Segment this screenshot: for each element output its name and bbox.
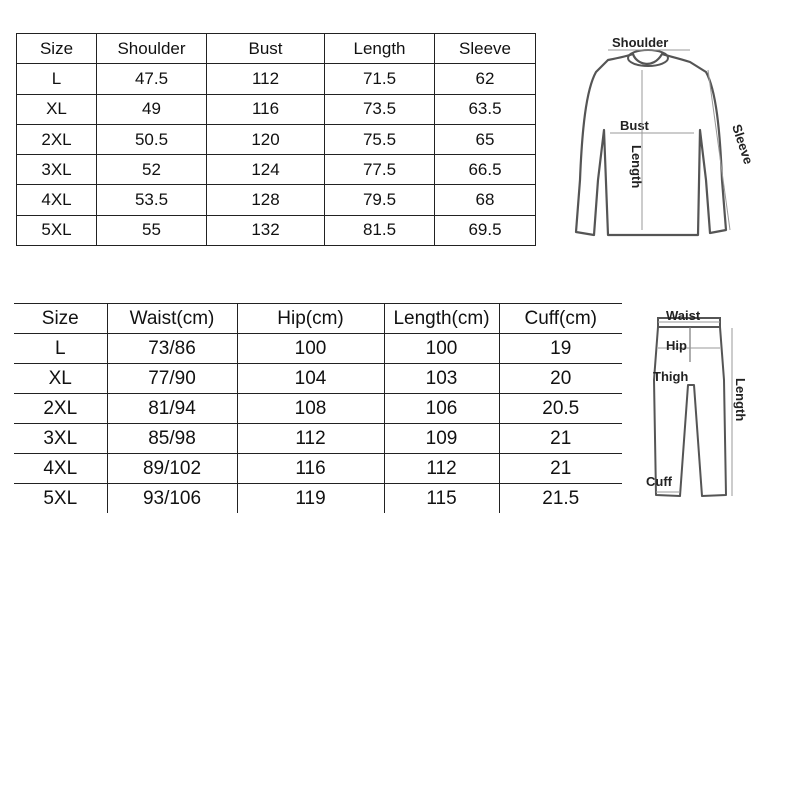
table-cell: 109 xyxy=(384,424,499,454)
cuff-label: Cuff xyxy=(646,474,672,489)
table-cell: 20.5 xyxy=(499,394,622,424)
table-cell: 49 xyxy=(97,94,207,124)
table-cell: 77.5 xyxy=(325,155,435,185)
table-cell: 68 xyxy=(435,185,536,215)
table-cell: 132 xyxy=(207,215,325,245)
table-cell: 116 xyxy=(207,94,325,124)
header-cell: Length xyxy=(325,34,435,64)
header-cell: Bust xyxy=(207,34,325,64)
table-row xyxy=(17,64,536,94)
table-header-row xyxy=(14,304,622,334)
thigh-label: Thigh xyxy=(653,369,689,384)
size-cell: 2XL xyxy=(17,124,97,154)
size-cell: 3XL xyxy=(17,155,97,185)
table-cell: 116 xyxy=(237,454,384,484)
table-cell: 50.5 xyxy=(97,124,207,154)
table-cell: 119 xyxy=(237,484,384,514)
table-cell: 120 xyxy=(207,124,325,154)
table-row xyxy=(17,155,536,185)
table-cell: 73/86 xyxy=(107,334,237,364)
size-cell: 4XL xyxy=(14,454,107,484)
table-cell: 63.5 xyxy=(435,94,536,124)
shirt-size-table xyxy=(16,33,536,246)
table-cell: 73.5 xyxy=(325,94,435,124)
table-row xyxy=(17,124,536,154)
table-cell: 128 xyxy=(207,185,325,215)
table-cell: 79.5 xyxy=(325,185,435,215)
header-cell: Size xyxy=(17,34,97,64)
table-cell: 103 xyxy=(384,364,499,394)
table-cell: 106 xyxy=(384,394,499,424)
table-cell: 112 xyxy=(237,424,384,454)
pants-size-table xyxy=(14,303,622,513)
table-row xyxy=(14,424,622,454)
table-cell: 81/94 xyxy=(107,394,237,424)
size-cell: XL xyxy=(14,364,107,394)
table-cell: 75.5 xyxy=(325,124,435,154)
table-cell: 62 xyxy=(435,64,536,94)
table-header-row xyxy=(17,34,536,64)
table-cell: 100 xyxy=(237,334,384,364)
table-cell: 19 xyxy=(499,334,622,364)
pants-illustration xyxy=(628,300,758,515)
length-label: Length xyxy=(733,378,748,422)
hip-label: Hip xyxy=(666,338,687,353)
table-cell: 100 xyxy=(384,334,499,364)
size-cell: 5XL xyxy=(17,215,97,245)
table-cell: 71.5 xyxy=(325,64,435,94)
shirt-illustration xyxy=(538,30,758,250)
table-cell: 108 xyxy=(237,394,384,424)
size-cell: 5XL xyxy=(14,484,107,514)
size-cell: L xyxy=(14,334,107,364)
table-cell: 52 xyxy=(97,155,207,185)
table-cell: 21 xyxy=(499,424,622,454)
table-cell: 77/90 xyxy=(107,364,237,394)
shoulder-label: Shoulder xyxy=(612,35,669,50)
table-row xyxy=(14,394,622,424)
table-cell: 85/98 xyxy=(107,424,237,454)
table-cell: 53.5 xyxy=(97,185,207,215)
table-cell: 66.5 xyxy=(435,155,536,185)
header-cell: Shoulder xyxy=(97,34,207,64)
header-cell: Length(cm) xyxy=(384,304,499,334)
size-cell: 3XL xyxy=(14,424,107,454)
table-row xyxy=(14,334,622,364)
table-row xyxy=(17,215,536,245)
table-cell: 55 xyxy=(97,215,207,245)
shirt-diagram xyxy=(538,30,758,250)
table-cell: 65 xyxy=(435,124,536,154)
header-cell: Sleeve xyxy=(435,34,536,64)
header-cell: Cuff(cm) xyxy=(499,304,622,334)
table-cell: 104 xyxy=(237,364,384,394)
table-row xyxy=(14,484,622,514)
size-cell: L xyxy=(17,64,97,94)
size-cell: 2XL xyxy=(14,394,107,424)
table-cell: 112 xyxy=(384,454,499,484)
waist-label: Waist xyxy=(666,308,701,323)
table-row xyxy=(14,364,622,394)
table-cell: 124 xyxy=(207,155,325,185)
header-cell: Size xyxy=(14,304,107,334)
size-cell: 4XL xyxy=(17,185,97,215)
length-label: Length xyxy=(629,145,644,189)
size-cell: XL xyxy=(17,94,97,124)
table-cell: 89/102 xyxy=(107,454,237,484)
table-cell: 21.5 xyxy=(499,484,622,514)
table-cell: 112 xyxy=(207,64,325,94)
table-cell: 69.5 xyxy=(435,215,536,245)
sleeve-label: Sleeve xyxy=(729,122,757,167)
table-cell: 47.5 xyxy=(97,64,207,94)
header-cell: Waist(cm) xyxy=(107,304,237,334)
header-cell: Hip(cm) xyxy=(237,304,384,334)
table-cell: 93/106 xyxy=(107,484,237,514)
table-cell: 115 xyxy=(384,484,499,514)
pants-diagram xyxy=(628,300,758,515)
table-row xyxy=(14,454,622,484)
bust-label: Bust xyxy=(620,118,649,133)
table-cell: 21 xyxy=(499,454,622,484)
table-cell: 20 xyxy=(499,364,622,394)
table-cell: 81.5 xyxy=(325,215,435,245)
table-row xyxy=(17,185,536,215)
table-row xyxy=(17,94,536,124)
shirt-outline xyxy=(576,54,726,235)
